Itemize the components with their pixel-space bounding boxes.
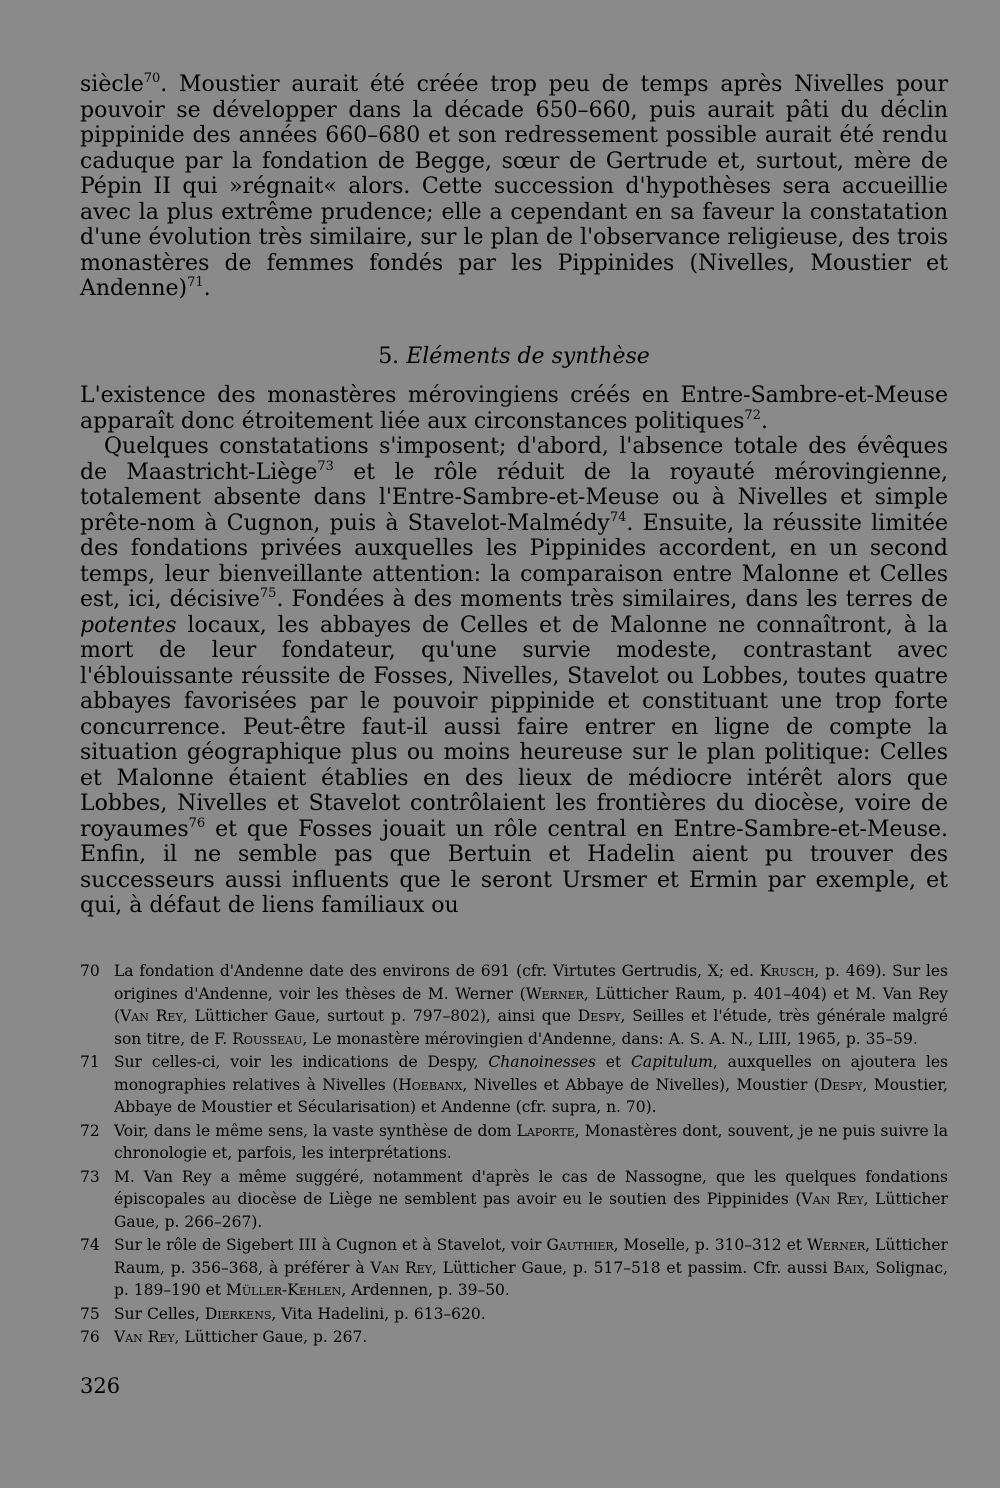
- footnote-71: [80, 1051, 948, 1119]
- footnote-number: 71: [80, 1053, 100, 1071]
- text-run: .: [760, 408, 768, 434]
- footnote-76: [80, 1326, 948, 1349]
- footnote-text: Van Rey, Lütticher Gaue, p. 267.: [114, 1328, 368, 1346]
- footnote-text: Sur celles-ci, voir les indications de Despy, Chanoinesses et Capitulum, auxquelles on ajoutera les monographies relatives à Nivelles (Hoebanx, Nivelles et Abbaye de Nivelles), Moustier (Despy, Moustier, Abbaye de Moustier et Sécularisation) et Andenne (cfr. supra, n. 70).: [114, 1053, 948, 1116]
- paragraph-1: [80, 72, 948, 302]
- footnote-ref-70[interactable]: 70: [143, 71, 161, 86]
- text-run: .: [203, 276, 211, 301]
- text-run: . Moustier aurait été créée trop peu de temps après Nivelles pour pouvoir se développer dans la décade 650–660, puis aurait pâti du déclin pippinide des années 660–680 et son redressement possible aurait été rendu caduque par la fondation de Begge, sœur de Gertrude et, surtout, mère de Pépin II qui »régnait« alors. Cette succession d'hypothèses sera accueillie avec la plus extrême prudence; elle a cependant en sa faveur la constatation d'une évolution très similaire, sur le plan de l'observance religieuse, des trois monastères de femmes fondés par les Pippinides (Nivelles, Moustier et Andenne): [80, 72, 948, 301]
- text-run: et le rôle réduit de la royauté mérovingienne, totalement absente dans l'Entre-Sambre-et-Meuse ou à Nivelles et simple prête-nom à Cugnon, puis à Stavelot-Malmédy: [80, 459, 948, 536]
- footnote-ref-73[interactable]: 73: [317, 458, 334, 474]
- footnote-text: Sur le rôle de Sigebert III à Cugnon et à Stavelot, voir Gauthier, Moselle, p. 310–312 et Werner, Lütticher Raum, p. 356–368, à préférer à Van Rey, Lütticher Gaue, p. 517–518 et passim. Cfr. aussi Baix, Solignac, p. 189–190 et Müller-Kehlen, Ardennen, p. 39–50.: [114, 1236, 948, 1299]
- footnote-74: [80, 1234, 948, 1302]
- footnote-text: Voir, dans le même sens, la vaste synthèse de dom Laporte, Monastères dont, souvent, je ne puis suivre la chronologie et, parfois, les interprétations.: [114, 1121, 949, 1162]
- italic-term: potentes: [80, 612, 177, 638]
- footnote-text: Sur Celles, Dierkens, Vita Hadelini, p. 613–620.: [114, 1304, 486, 1323]
- footnote-ref-76[interactable]: 76: [188, 815, 206, 831]
- footnote-number: 75: [80, 1304, 100, 1323]
- main-text: [80, 72, 948, 919]
- text-run: L'existence des monastères mérovingiens créés en Entre-Sambre-et-Meuse apparaît donc étroitement liée aux circonstances politiques: [80, 383, 948, 434]
- section-number: 5.: [378, 343, 400, 369]
- footnotes: [80, 960, 948, 1350]
- footnote-ref-74[interactable]: 74: [609, 509, 627, 525]
- footnote-number: 74: [80, 1236, 100, 1254]
- text-run: et que Fosses jouait un rôle central en Entre-Sambre-et-Meuse. Enfin, il ne semble pas que Bertuin et Hadelin aient pu trouver des successeurs aussi influents que le seront Ursmer et Ermin par exemple, et qui, à défaut de liens familiaux ou: [80, 816, 948, 918]
- footnote-number: 73: [80, 1167, 100, 1186]
- footnote-ref-72[interactable]: 72: [744, 407, 761, 423]
- paragraph-2: [80, 383, 948, 434]
- footnote-70: [80, 960, 948, 1050]
- footnote-number: 76: [80, 1328, 100, 1346]
- page-number: 326: [80, 1374, 121, 1398]
- footnote-ref-75[interactable]: 75: [259, 586, 277, 601]
- text-run: . Ensuite, la réussite limitée des fondations privées auxquelles les Pippinides accordent, en un second temps, leur bienveillante attention: la comparaison entre Malonne et Celles est, ici, décisive: [80, 510, 948, 612]
- paragraph-3: [80, 434, 948, 919]
- text-run: locaux, les abbayes de Celles et de Malonne ne connaîtront, à la mort de leur fondateur, qu'une survie modeste, contrastant avec l'éblouissante réussite de Fosses, Nivelles, Stavelot ou Lobbes, toutes quatre abbayes favorisées par le pouvoir pippinide et constituant une trop forte concurrence. Peut-être faut-il aussi faire entrer en ligne de compte la situation géographique plus ou moins heureuse sur le plan politique: Celles et Malonne étaient établies en des lieux de médiocre intérêt alors que Lobbes, Nivelles et Stavelot contrôlaient les frontières du diocèse, voire de royaumes: [80, 612, 948, 842]
- footnote-text: La fondation d'Andenne date des environs de 691 (cfr. Virtutes Gertrudis, X; ed. Krusch, p. 469). Sur les origines d'Andenne, voir les thèses de M. Werner (Werner, Lütticher Raum, p. 401–404) et M. Van Rey (Van Rey, Lütticher Gaue, surtout p. 797–802), ainsi que Despy, Seilles et l'étude, très générale malgré son titre, de F. Rousseau, Le monastère mérovingien d'Andenne, dans: A. S. A. N., LIII, 1965, p. 35–59.: [114, 962, 949, 1048]
- text-run: Quelques constatations s'imposent; d'abord, l'absence totale des évêques de Maastricht-Liège: [80, 434, 948, 485]
- section-heading: [80, 344, 948, 370]
- footnote-number: 72: [80, 1121, 100, 1140]
- footnote-73: [80, 1166, 948, 1234]
- footnote-75: [80, 1303, 948, 1326]
- text-run: siècle: [80, 72, 144, 97]
- footnote-72: [80, 1120, 948, 1165]
- footnote-text: M. Van Rey a même suggéré, notamment d'après le cas de Nassogne, que les quelques fondations épiscopales au diocèse de Liège ne semblent pas avoir eu le soutien des Pippinides (Van Rey, Lütticher Gaue, p. 266–267).: [114, 1167, 948, 1231]
- text-run: . Fondées à des moments très similaires, dans les terres de: [276, 587, 948, 612]
- footnote-number: 70: [80, 962, 100, 980]
- footnote-ref-71[interactable]: 71: [187, 275, 204, 290]
- section-title: Eléments de synthèse: [406, 343, 650, 369]
